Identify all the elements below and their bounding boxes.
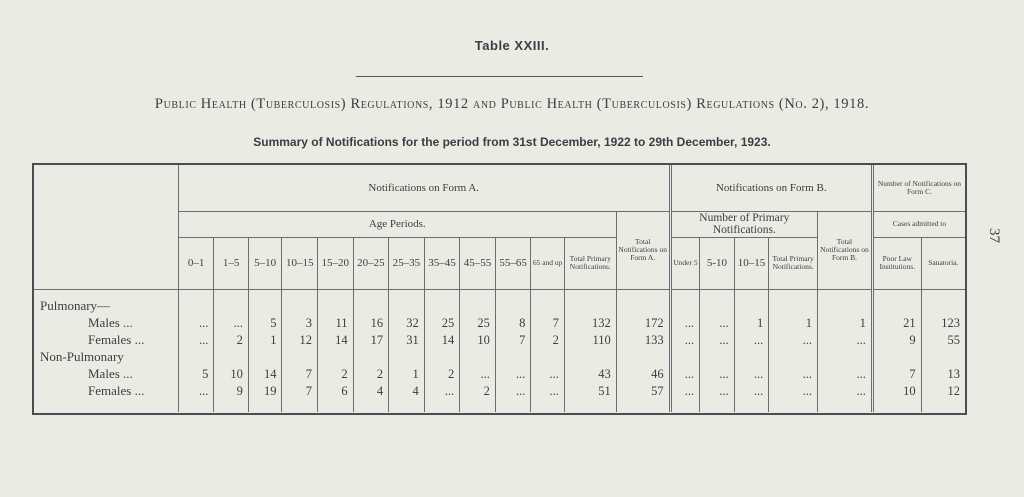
table-cell: ...	[700, 315, 735, 332]
table-cell	[769, 298, 818, 315]
table-cell	[616, 298, 670, 315]
table-cell	[564, 349, 616, 366]
table-cell: ...	[769, 366, 818, 383]
table-cell: ...	[818, 332, 873, 349]
table-cell	[818, 298, 873, 315]
table-cell: 9	[872, 332, 921, 349]
table-cell	[353, 298, 389, 315]
table-cell	[769, 349, 818, 366]
table-cell: ...	[818, 366, 873, 383]
table-cell: 5	[178, 366, 214, 383]
table-cell: 2	[353, 366, 389, 383]
table-cell: 12	[947, 383, 960, 398]
table-cell: 43	[564, 366, 616, 383]
table-cell: 1	[734, 315, 769, 332]
table-cell	[424, 349, 460, 366]
table-cell: 1	[769, 315, 818, 332]
table-cell: 2	[424, 366, 460, 383]
table-cell: 13	[947, 366, 960, 381]
table-cell	[921, 349, 965, 366]
table-cell: 5	[248, 315, 282, 332]
table-body	[34, 289, 965, 412]
age-col-header: 25–35	[389, 237, 425, 289]
number-primary-header: Number of Primary Notifications.	[670, 211, 817, 237]
table-cell: 14	[318, 332, 354, 349]
table-cell	[872, 298, 921, 315]
table-cell	[353, 349, 389, 366]
age-col-header: 0–1	[178, 237, 214, 289]
table-cell: ...	[734, 383, 769, 400]
table-cell	[700, 298, 735, 315]
table-cell: 3	[282, 315, 318, 332]
table-cell: ...	[670, 366, 699, 383]
table-cell: 25	[424, 315, 460, 332]
table-cell	[214, 349, 249, 366]
table-cell: 7	[282, 383, 318, 400]
table-cell: ...	[178, 315, 214, 332]
table-cell: ...	[214, 315, 249, 332]
table-cell: 46	[616, 366, 670, 383]
table-cell: ...	[670, 315, 699, 332]
row-label: Males ...	[34, 315, 178, 332]
total-primary-b-header: Total Primary Notifications.	[769, 237, 818, 289]
age-col-header: 5–10	[248, 237, 282, 289]
table-cell	[460, 298, 496, 315]
row-label: Males ...	[34, 366, 178, 383]
table-cell: ...	[818, 383, 873, 400]
row-label: Females ...	[34, 332, 178, 349]
table-cell	[670, 298, 699, 315]
table-cell: ...	[734, 366, 769, 383]
table-cell: 2	[460, 383, 496, 400]
table-cell: ...	[734, 332, 769, 349]
table-cell: 7	[531, 315, 565, 332]
table-cell	[616, 349, 670, 366]
table-row	[34, 349, 965, 366]
table-cell: 132	[564, 315, 616, 332]
table-cell: 7	[872, 366, 921, 383]
table-cell	[460, 349, 496, 366]
table-cell: ...	[670, 332, 699, 349]
table-cell: 10	[214, 366, 249, 383]
table-cell: 1	[389, 366, 425, 383]
table-cell	[178, 298, 214, 315]
table-cell: 10	[872, 383, 921, 400]
table-cell: 110	[564, 332, 616, 349]
table-cell: 51	[564, 383, 616, 400]
table-cell: 25	[460, 315, 496, 332]
table-cell: 133	[616, 332, 670, 349]
table-cell	[282, 349, 318, 366]
title-rule	[356, 76, 643, 77]
table-row	[34, 315, 965, 332]
table-cell: 14	[424, 332, 460, 349]
table-cell: ...	[495, 383, 531, 400]
row-label: Females ...	[34, 383, 178, 400]
table-cell: 17	[353, 332, 389, 349]
table-cell: 2	[214, 332, 249, 349]
poor-law-header: Poor Law Institutions.	[872, 237, 921, 289]
table-cell: ...	[178, 332, 214, 349]
table-cell: 19	[248, 383, 282, 400]
table-cell	[389, 349, 425, 366]
table-cell: 1	[248, 332, 282, 349]
table-cell: 123	[941, 315, 960, 330]
table-cell: 4	[389, 383, 425, 400]
age-col-header: 20–25	[353, 237, 389, 289]
table-cell	[318, 298, 354, 315]
table-cell	[248, 298, 282, 315]
table-cell	[495, 298, 531, 315]
form-b-header: Notifications on Form B.	[670, 165, 872, 211]
b-col-header: 5-10	[700, 237, 735, 289]
table-cell: 31	[389, 332, 425, 349]
table-cell: 2	[318, 366, 354, 383]
table-cell	[872, 349, 921, 366]
table-cell: 21	[872, 315, 921, 332]
age-65-header: 65 and up	[531, 237, 565, 289]
table-cell	[214, 298, 249, 315]
row-label: Non-Pulmonary	[34, 349, 178, 366]
table-cell	[921, 298, 965, 315]
row-label: Pulmonary—	[34, 298, 178, 315]
table-cell: ...	[700, 332, 735, 349]
table-cell	[178, 349, 214, 366]
b-col-header: Under 5	[670, 237, 699, 289]
summary-heading: Summary of Notifications for the period from 31st December, 1922 to 29th December, 1923.	[253, 135, 771, 149]
table-title: Table XXIII.	[474, 38, 550, 53]
table-cell: 16	[353, 315, 389, 332]
table-row	[34, 298, 965, 315]
table-cell	[734, 349, 769, 366]
table-cell	[531, 298, 565, 315]
table-row	[34, 383, 965, 400]
age-col-header: 55–65	[495, 237, 531, 289]
table-cell: 14	[248, 366, 282, 383]
table-cell: ...	[178, 383, 214, 400]
page-number: 37	[986, 228, 1002, 243]
table-cell: 6	[318, 383, 354, 400]
total-primary-a-header: Total Primary Notifications.	[564, 237, 616, 289]
table-cell: 11	[318, 315, 354, 332]
table-cell	[818, 349, 873, 366]
form-c-header: Number of Notifications on Form C.	[872, 165, 965, 211]
table-cell: 1	[818, 315, 873, 332]
table-row	[34, 366, 965, 383]
table-cell: ...	[670, 383, 699, 400]
age-col-header: 10–15	[282, 237, 318, 289]
table-cell	[734, 298, 769, 315]
table-cell: ...	[769, 383, 818, 400]
table-cell	[424, 298, 460, 315]
table-cell: ...	[531, 383, 565, 400]
table-cell: 8	[495, 315, 531, 332]
table-cell: 10	[460, 332, 496, 349]
table-cell	[282, 298, 318, 315]
table-cell	[389, 298, 425, 315]
total-notifications-a-header: Total Notifications on Form A.	[616, 211, 670, 289]
table-cell: ...	[700, 383, 735, 400]
form-a-header: Notifications on Form A.	[178, 165, 670, 211]
table-cell	[670, 349, 699, 366]
row-label-header	[34, 165, 178, 289]
total-notifications-b-header: Total Notifications on Form B.	[818, 211, 873, 289]
table-cell: 4	[353, 383, 389, 400]
table-cell: ...	[424, 383, 460, 400]
age-col-header: 1–5	[214, 237, 249, 289]
age-periods-header: Age Periods.	[178, 211, 616, 237]
table-cell: 12	[282, 332, 318, 349]
table-cell: 9	[214, 383, 249, 400]
table-cell	[248, 349, 282, 366]
table-cell	[495, 349, 531, 366]
table-cell	[564, 298, 616, 315]
age-col-header: 15–20	[318, 237, 354, 289]
cases-admitted-header: Cases admitted to	[872, 211, 965, 237]
table-cell	[531, 349, 565, 366]
b-col-header: 10–15	[734, 237, 769, 289]
table-cell: ...	[460, 366, 496, 383]
table-cell: 7	[495, 332, 531, 349]
table-cell: 32	[389, 315, 425, 332]
table-row	[34, 332, 965, 349]
table-cell: 57	[616, 383, 670, 400]
age-col-header: 35–45	[424, 237, 460, 289]
table-cell: 7	[282, 366, 318, 383]
table-cell: 2	[531, 332, 565, 349]
table-cell: ...	[531, 366, 565, 383]
table-cell: 172	[616, 315, 670, 332]
table-cell: 55	[947, 332, 960, 347]
table-cell: ...	[495, 366, 531, 383]
table-cell: ...	[700, 366, 735, 383]
sanatoria-header: Sanatoria.	[921, 237, 965, 289]
notifications-table	[32, 163, 967, 415]
regulations-subtitle: Public Health (Tuberculosis) Regulations, 1912 and Public Health (Tuberculosis) Regulations (No. 2), 1918.	[154, 96, 870, 112]
table-cell	[318, 349, 354, 366]
table-cell: ...	[769, 332, 818, 349]
age-col-header: 45–55	[460, 237, 496, 289]
table-cell	[700, 349, 735, 366]
